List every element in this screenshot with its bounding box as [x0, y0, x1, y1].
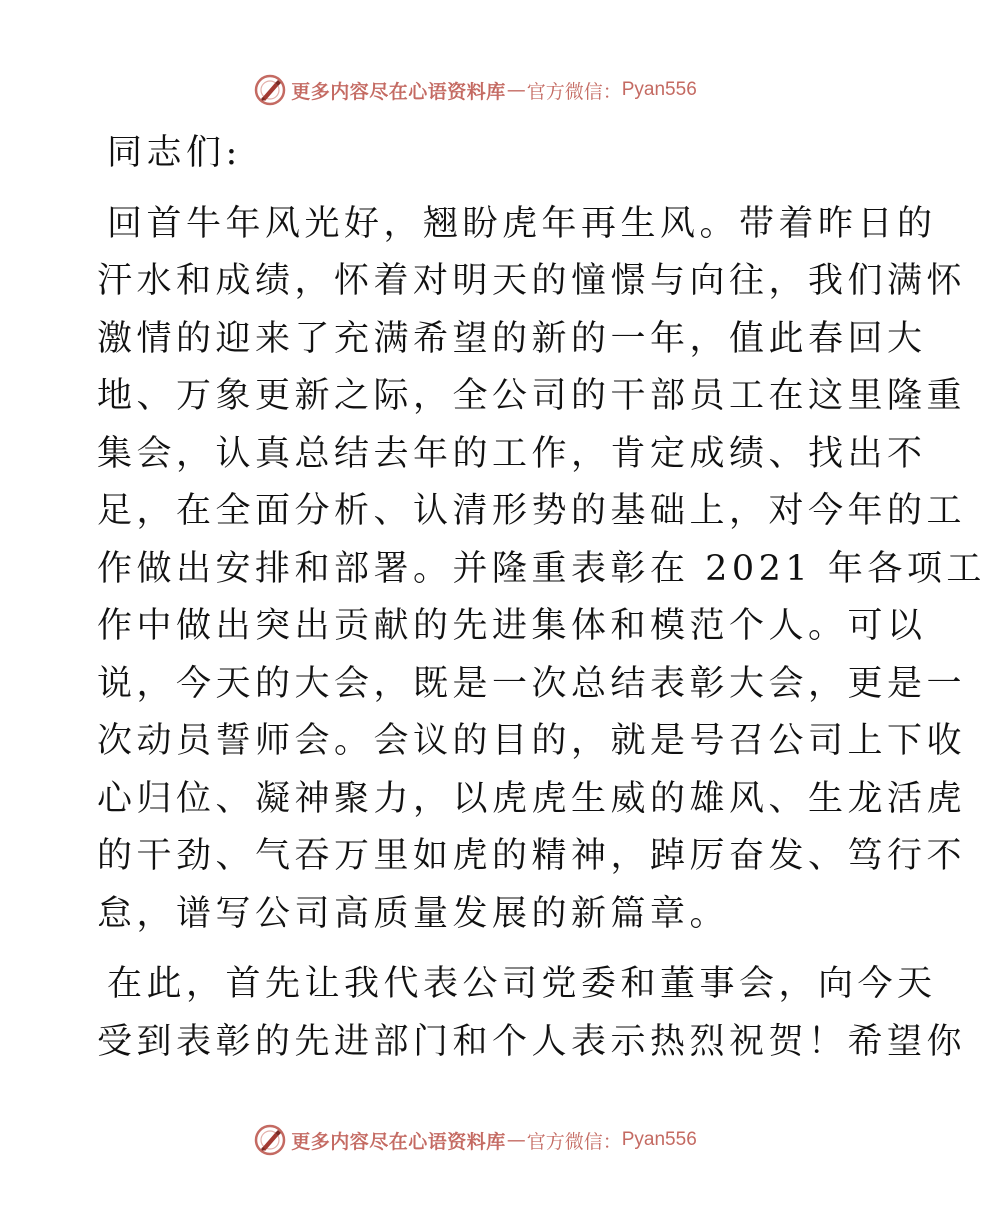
- header-wechat-label: 官方微信：: [526, 80, 622, 103]
- paragraph-line: 在此，首先让我代表公司党委和董事会，向今天: [107, 964, 937, 1004]
- header-wechat-id: Pyan556: [621, 79, 697, 100]
- paragraph-line: 心归位、凝神聚力，以虎虎生威的雄风、生龙活虎: [97, 778, 967, 819]
- paragraph-line: 作中做出突出贡献的先进集体和模范个人。可以: [97, 606, 927, 646]
- paragraph-line: 地、万象更新之际，全公司的干部员工在这里隆重: [97, 376, 967, 416]
- paragraph-line: 足，在全面分析、认清形势的基础上，对今年的工: [97, 491, 967, 531]
- paragraph-line: 回首牛年风光好，翘盼虎年再生风。带着昨日的: [107, 203, 937, 244]
- paragraph-line: 汗水和成绩，怀着对明天的憧憬与向往，我们满怀: [97, 261, 967, 301]
- pen-circle-logo-icon: [253, 1123, 287, 1157]
- paragraph-line: 激情的迎来了充满希望的新的一年，值此春回大: [97, 318, 927, 359]
- document-body: [97, 125, 986, 1071]
- paragraph-1: [97, 196, 986, 944]
- paragraph-line: 怠，谱写公司高质量发展的新篇章。: [97, 893, 730, 934]
- footer-wechat-id: Pyan556: [621, 1129, 697, 1150]
- paragraph-line: 说，今天的大会，既是一次总结表彰大会，更是一: [97, 663, 967, 704]
- paragraph-line: 作做出安排和部署。并隆重表彰在 2021 年各项工: [97, 548, 986, 589]
- header-brand-text: 更多内容尽在心语资料库: [291, 80, 506, 103]
- paragraph-line: 的干劲、气吞万里如虎的精神，踔厉奋发、笃行不: [97, 836, 967, 876]
- header-separator: —: [506, 79, 526, 101]
- paragraph-line: 受到表彰的先进部门和个人表示热烈祝贺！希望你: [97, 1021, 967, 1062]
- paragraph-gap: [97, 183, 852, 196]
- pen-circle-logo-icon: [253, 73, 287, 107]
- paragraph-line: 集会，认真总结去年的工作，肯定成绩、找出不: [97, 433, 927, 474]
- footer-brand-text: 更多内容尽在心语资料库: [291, 1130, 506, 1153]
- footer-wechat-label: 官方微信：: [526, 1130, 622, 1153]
- footer-separator: —: [506, 1129, 526, 1151]
- salutation: 同志们:: [107, 133, 242, 173]
- footer-watermark: [0, 1123, 950, 1157]
- header-watermark: [0, 73, 950, 107]
- paragraph-line: 次动员誓师会。会议的目的，就是号召公司上下收: [97, 721, 967, 761]
- paragraph-2: [97, 956, 967, 1071]
- paragraph-gap: [97, 943, 852, 956]
